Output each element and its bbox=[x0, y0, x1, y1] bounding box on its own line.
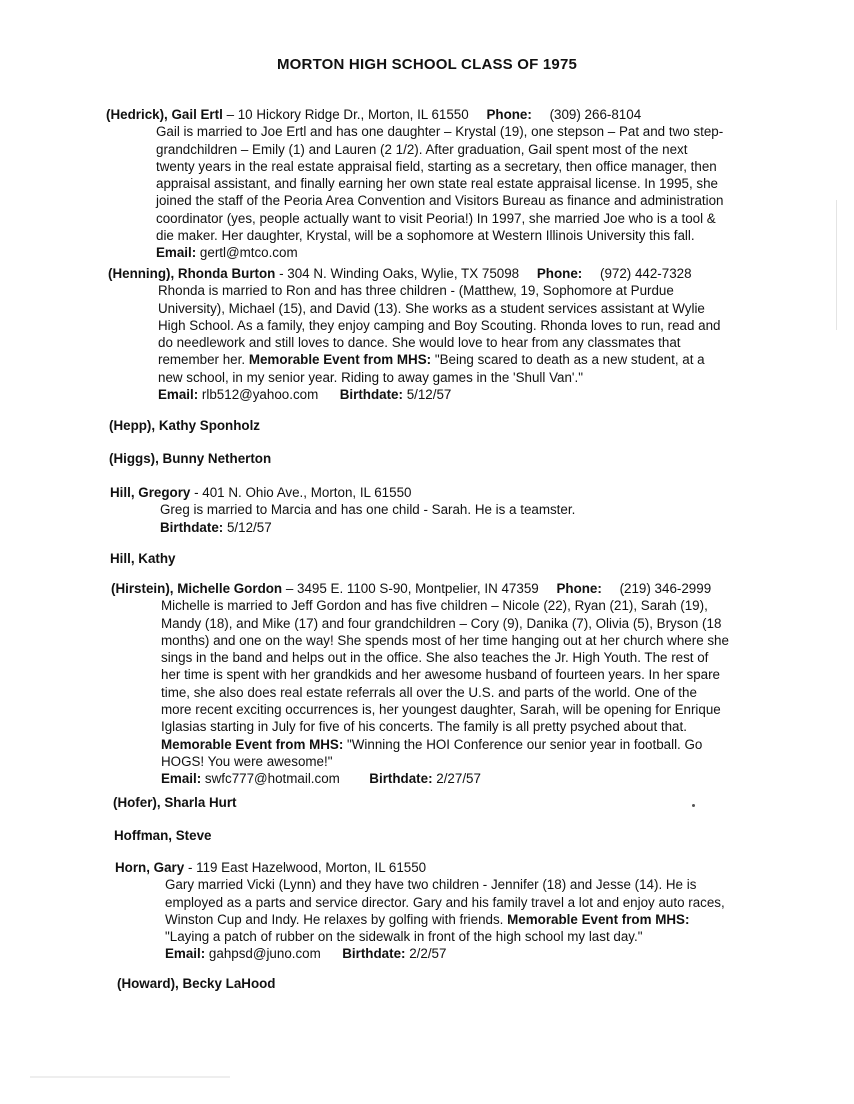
bio-line: Greg is married to Marcia and has one child - Sarah. He is a teamster. bbox=[160, 502, 576, 518]
bio-line: appraisal assistant, and finally earning her own state real estate appraisal license. In 1995, she bbox=[156, 176, 719, 192]
birthdate-label: Birthdate: bbox=[369, 771, 433, 787]
entry-rhonda-burton bbox=[108, 265, 808, 403]
bio-line: Gary married Vicki (Lynn) and they have two children - Jennifer (18) and Jesse (14). He is bbox=[165, 877, 697, 893]
entry-name: Hill, Gregory bbox=[110, 485, 191, 500]
email-label: Email: bbox=[158, 387, 199, 403]
bio-line: joined the staff of the Peoria Area Convention and Visitors Bureau as finance and administration bbox=[156, 193, 724, 209]
entry-address: – 3495 E. 1100 S-90, Montpelier, IN 47359 bbox=[285, 581, 539, 596]
memorable-text: HOGS! You were awesome!" bbox=[161, 753, 333, 769]
scan-speck bbox=[692, 804, 695, 807]
bio-line: her time is spent with her grandkids and her awesome husband of fourteen years. In her spare bbox=[161, 667, 721, 683]
bio-line: Gail is married to Joe Ertl and has one daughter – Krystal (19), one stepson – Pat and two step- bbox=[156, 124, 724, 140]
entry-gary-horn bbox=[115, 859, 827, 963]
phone-label: Phone: bbox=[536, 266, 583, 281]
phone-label: Phone: bbox=[486, 107, 532, 122]
bio-line: Iglasias starting in July for five of his concerts. The family is all pretty psyched about that. bbox=[161, 719, 687, 735]
bio-line: coordinator (yes, people actually want to visit Peoria!) In 1997, she married Joe who is a tool & bbox=[156, 210, 716, 226]
bio-line: twenty years in the real estate appraisal field, starting as a secretary, then office manager, then bbox=[156, 158, 717, 174]
email-label: Email: bbox=[165, 946, 206, 962]
entry-address: - 304 N. Winding Oaks, Wylie, TX 75098 bbox=[279, 266, 520, 281]
entry-michelle-gordon bbox=[111, 580, 823, 788]
entry-kathy-sponholz bbox=[109, 417, 260, 434]
entry-phone: (309) 266-8104 bbox=[549, 107, 642, 122]
bio-line: die maker. Her daughter, Krystal, will be a sophomore at Western Illinois University this fall. bbox=[156, 228, 695, 244]
entry-birthdate: 2/27/57 bbox=[436, 771, 481, 787]
entry-address: - 119 East Hazelwood, Morton, IL 61550 bbox=[187, 860, 427, 875]
memorable-text: new school, in my senior year. Riding to away games in the 'Shull Van'." bbox=[158, 369, 583, 385]
entry-name: (Hedrick), Gail Ertl bbox=[106, 107, 223, 122]
entry-gregory-hill bbox=[110, 484, 810, 536]
entry-steve-hoffman bbox=[114, 827, 211, 844]
bio-line: Michelle is married to Jeff Gordon and has five children – Nicole (22), Ryan (21), Sarah (19), bbox=[161, 598, 708, 614]
entry-kathy-hill bbox=[110, 550, 175, 567]
entry-sharla-hurt bbox=[113, 794, 237, 811]
memorable-label: Memorable Event from MHS: bbox=[161, 736, 344, 752]
entry-name: Hoffman, Steve bbox=[114, 828, 212, 843]
bio-line: time, she also does real estate referrals all over the U.S. and parts of the world. One of the bbox=[161, 684, 697, 700]
bio-line: do needlework and still loves to dance. She would love to hear from any classmates that bbox=[158, 335, 681, 351]
entry-name: (Hepp), Kathy Sponholz bbox=[109, 418, 261, 433]
bio-line: months) and one on the way! She spends most of her time hanging out at her church where she bbox=[161, 632, 729, 648]
entry-becky-lahood bbox=[117, 975, 275, 992]
entry-phone: (972) 442-7328 bbox=[599, 266, 692, 281]
page-title: MORTON HIGH SCHOOL CLASS OF 1975 bbox=[276, 56, 578, 73]
entry-email: rlb512@yahoo.com bbox=[201, 387, 319, 403]
bio-line: grandchildren – Emily (1) and Lauren (2 1/2). After graduation, Gail spent most of the next bbox=[156, 141, 688, 157]
bio-line: remember her. bbox=[158, 352, 246, 368]
entry-name: (Howard), Becky LaHood bbox=[117, 976, 276, 991]
bio-line: Winston Cup and Indy. He relaxes by golfing with friends. bbox=[165, 911, 504, 927]
memorable-label: Memorable Event from MHS: bbox=[248, 352, 432, 368]
memorable-text: "Winning the HOI Conference our senior year in football. Go bbox=[347, 736, 703, 752]
bio-line: employed as a parts and service director. Gary and his family travel a lot and enjoy auto races, bbox=[165, 894, 725, 910]
entry-name: (Henning), Rhonda Burton bbox=[108, 266, 276, 281]
bio-line: Rhonda is married to Ron and has three children - (Matthew, 19, Sophomore at Purdue bbox=[158, 283, 674, 299]
entry-email: swfc777@hotmail.com bbox=[204, 771, 340, 787]
memorable-text: "Laying a patch of rubber on the sidewalk in front of the high school my last day." bbox=[165, 929, 643, 945]
entry-name: (Hofer), Sharla Hurt bbox=[113, 795, 237, 810]
entry-phone: (219) 346-2999 bbox=[619, 581, 712, 596]
entry-email: gertl@mtco.com bbox=[199, 245, 298, 261]
entry-gail-ertl bbox=[106, 106, 806, 262]
birthdate-label: Birthdate: bbox=[339, 387, 403, 403]
entry-address: – 10 Hickory Ridge Dr., Morton, IL 61550 bbox=[226, 107, 469, 122]
entry-birthdate: 5/12/57 bbox=[406, 387, 452, 403]
entry-birthdate: 2/2/57 bbox=[409, 946, 447, 962]
entry-name: (Hirstein), Michelle Gordon bbox=[111, 581, 283, 596]
bio-line: University), Michael (15), and David (13). She works as a student services assistant at Wylie bbox=[158, 300, 705, 316]
scan-smudge bbox=[30, 1076, 230, 1078]
email-label: Email: bbox=[161, 771, 202, 787]
entry-email: gahpsd@juno.com bbox=[208, 946, 321, 962]
birthdate-label: Birthdate: bbox=[342, 946, 406, 962]
entry-name: Hill, Kathy bbox=[110, 551, 176, 566]
bio-line: more recent exciting occurrences is, her youngest daughter, Sarah, will be opening for Enrique bbox=[161, 702, 721, 718]
entry-name: Horn, Gary bbox=[115, 860, 185, 875]
scan-edge-line bbox=[836, 200, 837, 330]
bio-line: Mandy (18), and Mike (17) and four grandchildren – Cory (9), Danika (7), Olivia (5), Bryson (18 bbox=[161, 615, 722, 631]
entry-birthdate: 5/12/57 bbox=[226, 519, 272, 535]
entry-name: (Higgs), Bunny Netherton bbox=[109, 451, 272, 466]
phone-label: Phone: bbox=[556, 581, 602, 596]
bio-line: sings in the band and helps out in the office. She also teaches the Jr. High Youth. The rest of bbox=[161, 650, 709, 666]
memorable-label: Memorable Event from MHS: bbox=[507, 911, 690, 927]
entry-bunny-netherton bbox=[109, 450, 271, 467]
memorable-text: "Being scared to death as a new student, at a bbox=[434, 352, 705, 368]
bio-line: High School. As a family, they enjoy camping and Boy Scouting. Rhonda loves to run, read and bbox=[158, 317, 721, 333]
entry-address: - 401 N. Ohio Ave., Morton, IL 61550 bbox=[194, 485, 412, 500]
email-label: Email: bbox=[156, 245, 197, 261]
birthdate-label: Birthdate: bbox=[160, 519, 224, 535]
